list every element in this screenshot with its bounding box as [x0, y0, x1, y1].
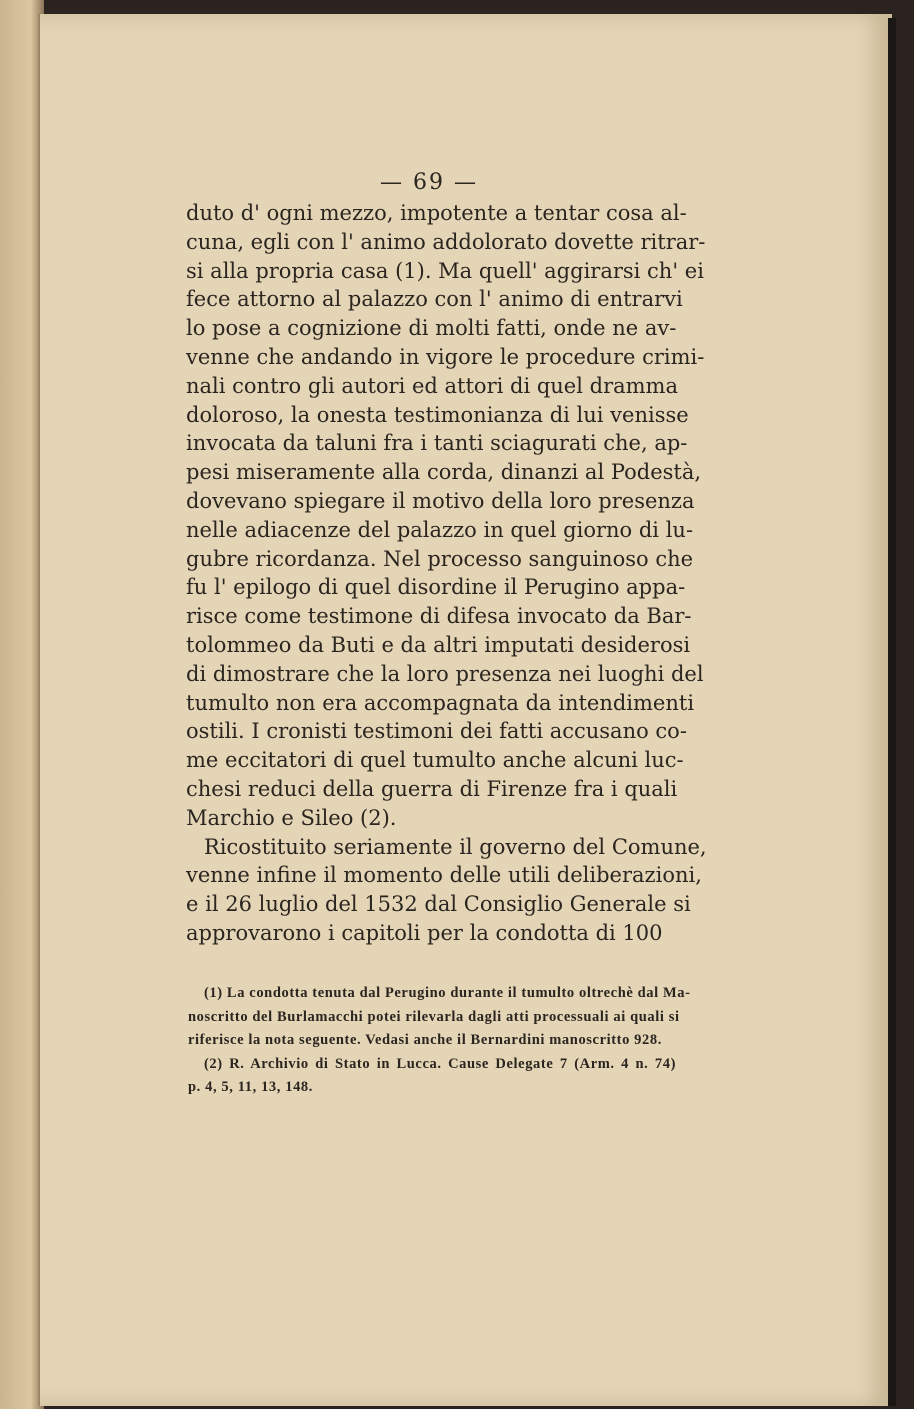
body-line: si alla propria casa (1). Ma quell' aggirarsi ch' ei [186, 258, 704, 283]
body-line: cuna, egli con l' animo addolorato dovette ritrar- [186, 229, 706, 254]
footnote-line: noscritto del Burlamacchi potei rilevarla dagli atti processuali ai quali si [188, 1008, 680, 1025]
body-line: Marchio e Sileo (2). [186, 805, 397, 830]
body-line: fu l' epilogo di quel disordine il Perugino appa- [186, 575, 686, 600]
body-line: venne infine il momento delle utili deliberazioni, [186, 863, 702, 888]
footnotes [188, 982, 691, 1100]
body-line: pesi miseramente alla corda, dinanzi al Podestà, [186, 460, 702, 485]
body-line: me eccitatori di quel tumulto anche alcuni luc- [186, 748, 684, 773]
body-line: fece attorno al palazzo con l' animo di entrarvi [186, 287, 683, 312]
footnote-line: (2) R. Archivio di Stato in Lucca. Cause Delegate 7 (Arm. 4 n. 74) [204, 1055, 676, 1072]
body-line: nali contro gli autori ed attori di quel dramma [186, 373, 678, 398]
body-line: nelle adiacenze del palazzo in quel giorno di lu- [186, 517, 694, 542]
body-line: tumulto non era accompagnata da intendimenti [186, 690, 695, 715]
body-line: approvarono i capitoli per la condotta di 100 [186, 920, 663, 945]
body-line: venne che andando in vigore le procedure crimi- [186, 344, 705, 369]
body-line: lo pose a cognizione di molti fatti, onde ne av- [186, 316, 677, 341]
body-line: di dimostrare che la loro presenza nei luoghi del [186, 661, 704, 686]
footnote-line: (1) La condotta tenuta dal Perugino durante il tumulto oltrechè dal Ma- [204, 985, 691, 1001]
body-line: gubre ricordanza. Nel processo sanguinoso che [186, 546, 694, 571]
body-line: invocata da taluni fra i tanti sciagurati che, ap- [186, 431, 688, 456]
page-shadow [888, 18, 896, 1406]
body-line: risce come testimone di difesa invocato da Bar- [186, 604, 692, 629]
body-line: e il 26 luglio del 1532 dal Consiglio Generale si [186, 892, 691, 917]
body-line: Ricostituito seriamente il governo del Comune, [204, 834, 707, 859]
body-line: ostili. I cronisti testimoni dei fatti accusano co- [186, 719, 687, 744]
body-line: chesi reduci della guerra di Firenze fra i quali [186, 776, 678, 801]
footnote-line: p. 4, 5, 11, 13, 148. [188, 1079, 313, 1095]
body-line: doloroso, la onesta testimonianza di lui venisse [186, 402, 689, 427]
page-number: — 69 — [380, 170, 478, 195]
body-text [186, 199, 707, 948]
body-line: dovevano spiegare il motivo della loro presenza [186, 488, 695, 513]
body-line: tolommeo da Buti e da altri imputati desiderosi [186, 632, 691, 657]
body-line: duto d' ogni mezzo, impotente a tentar cosa al- [186, 201, 687, 225]
footnote-line: riferisce la nota seguente. Vedasi anche il Bernardini manoscritto 928. [188, 1032, 662, 1048]
